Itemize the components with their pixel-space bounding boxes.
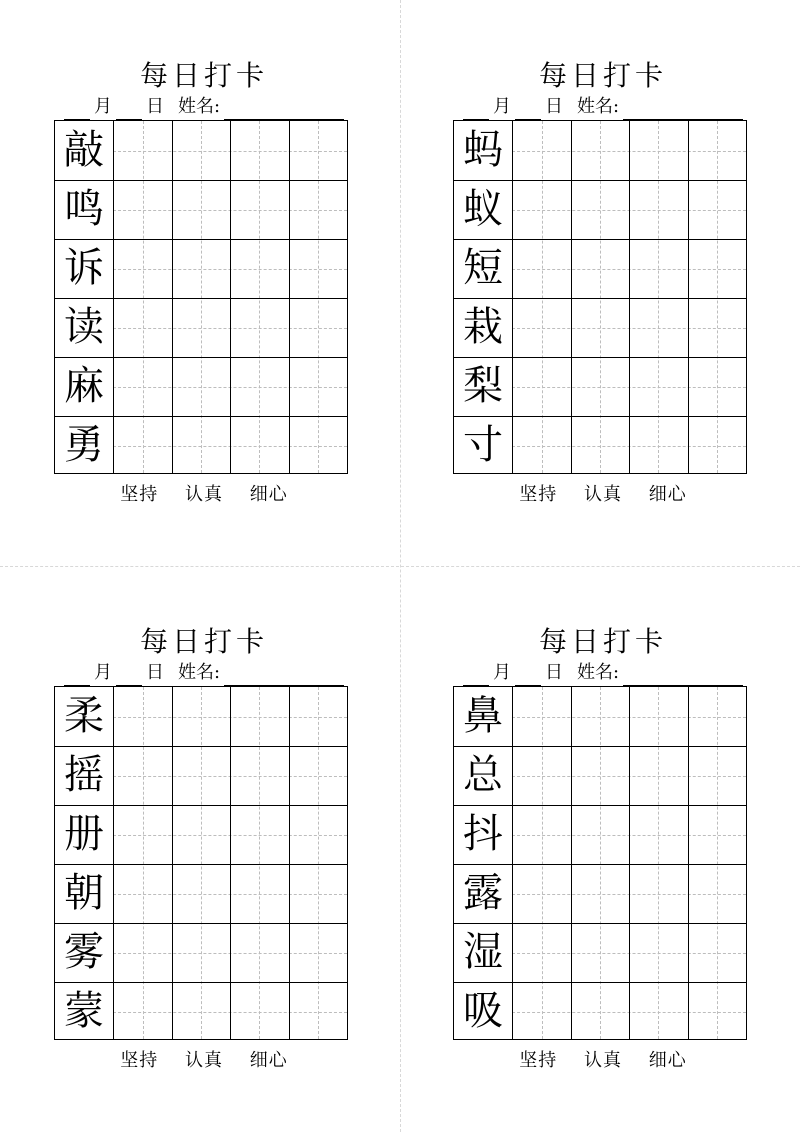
practice-card-3 (54, 624, 350, 1072)
motto (58, 480, 350, 506)
day-label: 日 (146, 662, 164, 683)
model-character: 蒙 (64, 988, 104, 1034)
card-title: 每日打卡 (139, 625, 268, 658)
card-title: 每日打卡 (139, 59, 268, 92)
motto (457, 480, 749, 506)
model-character: 蚂 (463, 127, 503, 173)
model-character: 湿 (463, 929, 503, 975)
grid-guide-vertical (318, 121, 319, 473)
day-label: 日 (146, 96, 164, 117)
motto (58, 1046, 350, 1072)
grid-line-vertical (289, 121, 290, 473)
grid-guide-vertical (717, 121, 718, 473)
model-character: 总 (463, 752, 503, 798)
month-label: 月 (94, 662, 112, 683)
grid-guide-vertical (717, 687, 718, 1039)
grid-guide-vertical (658, 687, 659, 1039)
model-character: 麻 (64, 363, 104, 409)
model-character: 雾 (64, 929, 104, 975)
writing-grid[interactable] (453, 120, 747, 474)
month-label: 月 (493, 96, 511, 117)
grid-guide-vertical (143, 687, 144, 1039)
month-label: 月 (94, 96, 112, 117)
motto-item: 坚持 (519, 1050, 558, 1071)
practice-card-1 (54, 58, 350, 506)
motto-item: 细心 (249, 1050, 288, 1071)
grid-guide-vertical (259, 121, 260, 473)
name-blank[interactable] (224, 99, 344, 120)
model-character: 读 (64, 304, 104, 350)
grid-line-vertical (688, 687, 689, 1039)
practice-card-4 (453, 624, 749, 1072)
model-character: 册 (64, 811, 104, 857)
date-name-line (62, 660, 350, 686)
grid-line-vertical (512, 121, 513, 473)
month-blank[interactable] (64, 99, 90, 120)
grid-line-vertical (688, 121, 689, 473)
month-label: 月 (493, 662, 511, 683)
model-character: 吸 (463, 988, 503, 1034)
model-character: 抖 (463, 811, 503, 857)
writing-grid[interactable] (54, 120, 348, 474)
day-blank[interactable] (515, 665, 541, 686)
model-character: 寸 (463, 422, 503, 468)
name-label: 姓名: (577, 96, 620, 117)
month-blank[interactable] (463, 99, 489, 120)
model-character: 朝 (64, 870, 104, 916)
name-label: 姓名: (178, 96, 221, 117)
day-blank[interactable] (116, 665, 142, 686)
day-label: 日 (545, 662, 563, 683)
date-name-line (461, 94, 749, 120)
month-blank[interactable] (463, 665, 489, 686)
month-blank[interactable] (64, 665, 90, 686)
grid-guide-vertical (201, 687, 202, 1039)
grid-line-vertical (172, 121, 173, 473)
writing-grid[interactable] (54, 686, 348, 1040)
grid-guide-vertical (259, 687, 260, 1039)
grid-line-vertical (289, 687, 290, 1039)
motto-item: 细心 (249, 484, 288, 505)
motto-item: 坚持 (120, 1050, 159, 1071)
day-blank[interactable] (515, 99, 541, 120)
motto-item: 认真 (584, 484, 622, 505)
name-blank[interactable] (623, 665, 743, 686)
grid-line-vertical (172, 687, 173, 1039)
grid-line-vertical (230, 687, 231, 1039)
grid-line-vertical (629, 121, 630, 473)
card-title: 每日打卡 (538, 625, 667, 658)
model-character: 勇 (64, 422, 104, 468)
motto-item: 认真 (185, 1050, 223, 1071)
grid-guide-vertical (542, 687, 543, 1039)
model-character: 柔 (64, 693, 104, 739)
grid-line-vertical (571, 687, 572, 1039)
model-character: 敲 (64, 127, 104, 173)
model-character: 鼻 (463, 693, 503, 739)
name-label: 姓名: (577, 662, 620, 683)
motto (457, 1046, 749, 1072)
motto-item: 细心 (648, 484, 687, 505)
card-title: 每日打卡 (538, 59, 667, 92)
model-character: 诉 (64, 245, 104, 291)
grid-line-vertical (512, 687, 513, 1039)
grid-line-vertical (113, 121, 114, 473)
grid-line-vertical (571, 121, 572, 473)
day-blank[interactable] (116, 99, 142, 120)
name-blank[interactable] (623, 99, 743, 120)
grid-line-vertical (113, 687, 114, 1039)
model-character: 短 (463, 245, 503, 291)
writing-grid[interactable] (453, 686, 747, 1040)
grid-guide-vertical (143, 121, 144, 473)
motto-item: 坚持 (120, 484, 159, 505)
date-name-line (461, 660, 749, 686)
model-character: 摇 (64, 752, 104, 798)
horizontal-cut-line (0, 566, 800, 567)
grid-guide-vertical (201, 121, 202, 473)
grid-guide-vertical (600, 687, 601, 1039)
grid-line-vertical (230, 121, 231, 473)
name-blank[interactable] (224, 665, 344, 686)
model-character: 蚁 (463, 186, 503, 232)
motto-item: 认真 (185, 484, 223, 505)
grid-guide-vertical (658, 121, 659, 473)
model-character: 栽 (463, 304, 503, 350)
model-character: 梨 (463, 363, 503, 409)
motto-item: 认真 (584, 1050, 622, 1071)
grid-guide-vertical (318, 687, 319, 1039)
grid-guide-vertical (542, 121, 543, 473)
practice-card-2 (453, 58, 749, 506)
name-label: 姓名: (178, 662, 221, 683)
grid-line-vertical (629, 687, 630, 1039)
model-character: 鸣 (64, 186, 104, 232)
day-label: 日 (545, 96, 563, 117)
motto-item: 坚持 (519, 484, 558, 505)
grid-guide-vertical (600, 121, 601, 473)
motto-item: 细心 (648, 1050, 687, 1071)
model-character: 露 (463, 870, 503, 916)
date-name-line (62, 94, 350, 120)
